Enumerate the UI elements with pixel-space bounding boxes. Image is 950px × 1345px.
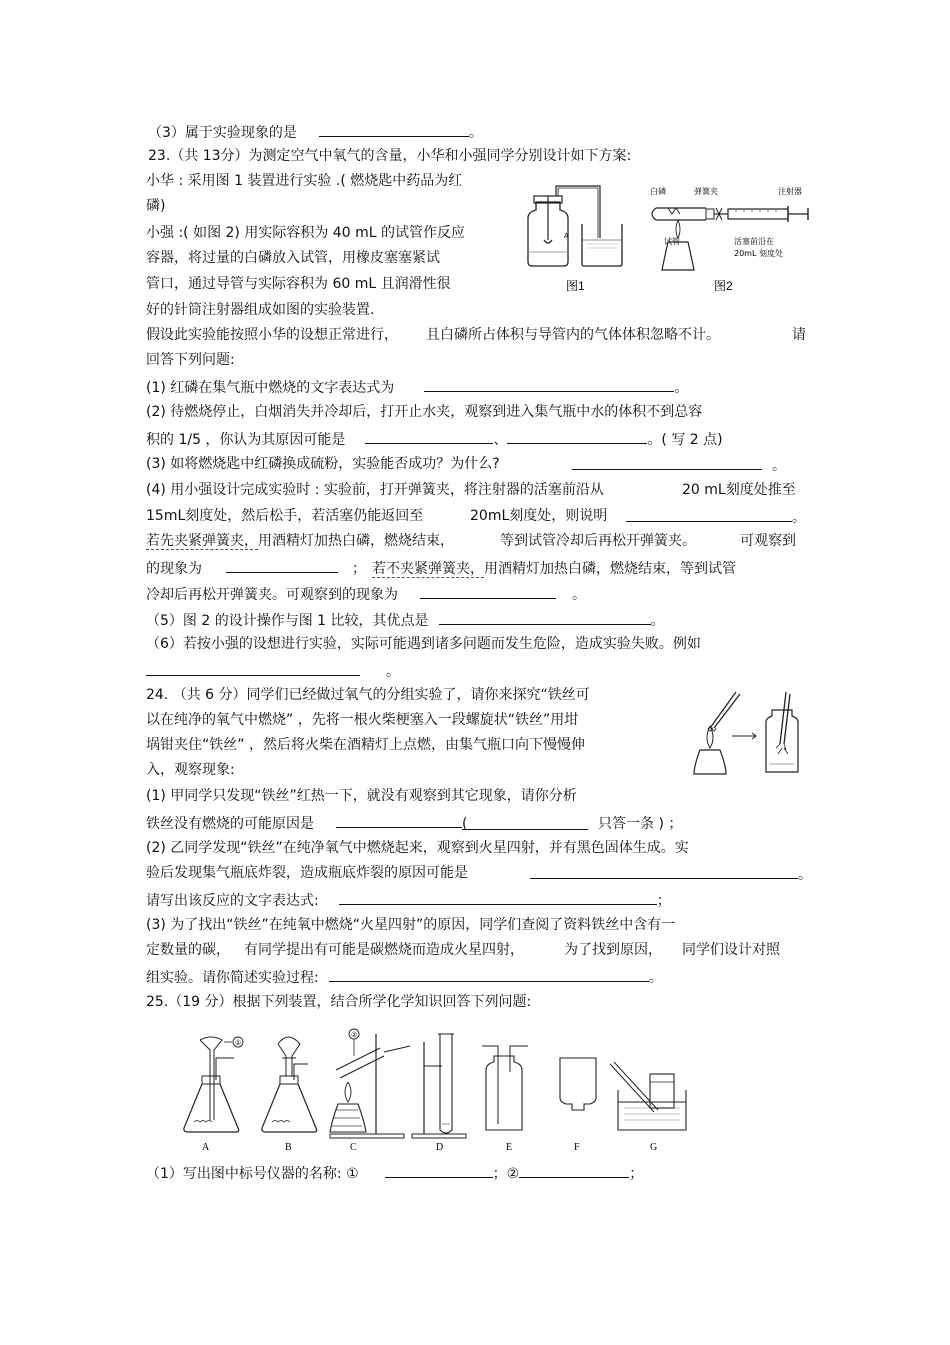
q24-question-1a: (1) 甲同学只发现“铁丝”红热一下，就没有观察到其它现象，请你分析 (146, 788, 577, 804)
answer-blank[interactable]: ( (462, 815, 588, 830)
fig2-label-huosai-1: 活塞前沿在 (734, 237, 774, 246)
q24-line1: 24. （共 6 分）同学们已经做过氧气的分组实验了，请你来探究“铁丝可 (146, 687, 590, 703)
answer-blank[interactable] (365, 429, 493, 444)
q24-line2: 以在纯净的氧气中燃烧” ，先将一根火柴梗塞入一段螺旋状“铁丝”用坩 (146, 712, 579, 728)
q24-line4: 入，观察现象: (146, 762, 235, 778)
q24-question-2c: 请写出该反应的文字表达式: ； (146, 890, 671, 910)
q23-assumption-line: 假设此实验能按照小华的设想正常进行， 且白磷所占体积与导管内的气体体积忽略不计。 (146, 327, 720, 343)
q23-question-4d: 的现象为 ； 若不夹紧弹簧夹，用酒精灯加热白磷，燃烧结束，等到试管 (146, 558, 736, 578)
q23-question-3: (3) 如将燃烧匙中红磷换成硫粉，实验能否成功？为什么? (146, 456, 500, 472)
q24-question-3a: (3) 为了找出“铁丝”在纯氧中燃烧“火星四射”的原因，同学们查阅了资料铁丝中含有一 (146, 917, 676, 933)
answer-blank[interactable] (439, 610, 651, 625)
q24-question-3b: 定数量的碳， 有同学提出有可能是碳燃烧而造成火星四射， 为了找到原因， 同学们设计对照 (146, 942, 780, 958)
apparatus-c (330, 1029, 410, 1138)
apparatus-label-b: B (285, 1142, 292, 1153)
iron-wire-drawing (686, 688, 806, 782)
answer-blank[interactable] (329, 967, 649, 982)
apparatus-label-a: A (202, 1142, 210, 1153)
apparatus-a (184, 1037, 243, 1132)
apparatus-label-d: D (436, 1142, 444, 1153)
apparatus-b (262, 1037, 317, 1132)
q23-question-2b: 积的 1/5 ，你认为其原因可能是 、 。( 写 2 点) (146, 429, 723, 449)
apparatus-label-e: E (506, 1142, 513, 1153)
answer-blank[interactable] (626, 507, 792, 522)
q23-xiaohua-line2: 磷) (146, 198, 166, 214)
q23-question-4c: 若先夹紧弹簧夹，用酒精灯加热白磷，燃烧结束， 等到试管冷却后再松开弹簧夹。 (146, 533, 696, 549)
figure-2-apparatus (642, 180, 817, 298)
answer-blank[interactable] (385, 1163, 493, 1178)
q23-assumption-tail: 请 (792, 327, 806, 343)
q23-question-2a: (2) 待燃烧停止，白烟消失并冷却后，打开止水夹，观察到进入集气瓶中水的体积不到总容 (146, 404, 703, 420)
q24-question-2b-blank: 。 (530, 864, 812, 884)
q23-question-6a: （6）若按小强的设想进行实验，实际可能遇到诸多问题而发生危险，造成实验失败。例如 (146, 636, 701, 652)
q23-xiaohua-line1: 小华 : 采用图 1 装置进行实验 .( 燃烧匙中药品为红 (146, 173, 463, 189)
fig2-label-zhusheqi: 注射器 (778, 187, 802, 196)
q23-question-4b: 15mL刻度处，然后松手，若活塞仍能返回至 (146, 508, 424, 524)
answer-blank[interactable] (319, 122, 469, 137)
q23-xiaoqiang-line1: 小强 :( 如图 2) 用实际容积为 40 mL 的试管作反应 (146, 225, 465, 241)
fig1-label-a: A (564, 233, 569, 240)
apparatus-drawing (180, 1024, 700, 1156)
apparatus-g (610, 1062, 686, 1130)
q24-question-1b: 铁丝没有燃烧的可能原因是 ( 只答一条 ) ； (146, 813, 682, 833)
q23-question-4e: 冷却后再松开弹簧夹。可观察到的现象为 。 (146, 584, 586, 604)
q22-part3: （3）属于实验现象的是 。 (148, 122, 483, 142)
fig2-label-baipin: 白磷 (650, 187, 666, 196)
apparatus-e (482, 1046, 528, 1130)
q25-question-1: （1）写出图中标号仪器的名称: ① ；② ； (146, 1163, 643, 1183)
answer-blank[interactable] (530, 864, 798, 879)
apparatus-label-c: C (350, 1142, 357, 1153)
q24-question-2b: 验后发现集气瓶底炸裂，造成瓶底炸裂的原因可能是 (146, 865, 468, 881)
q23-question-4b-blank: 。 (626, 507, 806, 527)
answer-blank[interactable] (507, 429, 647, 444)
figure-apparatus-row (180, 1024, 700, 1156)
fig2-label-huosai-2: 20mL 刻度处 (734, 249, 783, 258)
figure-1-drawing (520, 178, 640, 298)
answer-blank[interactable] (146, 661, 360, 676)
q23-question-5: （5）图 2 的设计操作与图 1 比较，其优点是 。 (146, 610, 665, 630)
fig2-caption: 图2 (714, 279, 733, 293)
q23-question-1: (1) 红磷在集气瓶中燃烧的文字表达式为 。 (146, 377, 688, 397)
apparatus-d (412, 1034, 466, 1138)
fig2-label-tanhuangjia: 弹簧夹 (694, 187, 718, 196)
apparatus-label-f: F (574, 1142, 580, 1153)
q23-answer-prompt: 回答下列问题: (146, 352, 235, 368)
q23-header: 23.（共 13分）为测定空气中氧气的含量，小华和小强同学分别设计如下方案: (148, 148, 632, 164)
answer-blank[interactable] (336, 813, 462, 828)
figure-2-drawing (642, 180, 817, 298)
q23-xiaoqiang-line4: 好的针筒注射器组成如图的实验装置. (146, 302, 375, 318)
q23-xiaoqiang-line2: 容器，将过量的白磷放入试管，用橡皮塞塞紧试 (146, 250, 440, 266)
q24-question-2a: (2) 乙同学发现“铁丝”在纯净氧气中燃烧起来，观察到火星四射，并有黑色固体生成。实 (146, 840, 689, 856)
marker-2: ② (351, 1031, 358, 1039)
q23-xiaoqiang-line3: 管口，通过导管与实际容积为 60 mL 且润滑性很 (146, 276, 451, 292)
answer-blank[interactable] (339, 890, 657, 905)
q23-question-4c-tail: 可观察到 (740, 533, 796, 549)
q23-question-3-blank: 。 (572, 455, 786, 475)
q23-question-4a-tail: 20 mL刻度处推至 (682, 482, 796, 498)
figure-1-apparatus (520, 178, 640, 298)
answer-blank[interactable] (424, 377, 674, 392)
q23-question-4b-mid: 20mL刻度处，则说明 (470, 508, 608, 524)
q23-question-4a: (4) 用小强设计完成实验时 : 实验前，打开弹簧夹，将注射器的活塞前沿从 (146, 482, 604, 498)
apparatus-f (560, 1058, 596, 1110)
fig1-caption: 图1 (566, 279, 585, 293)
answer-blank[interactable] (572, 455, 762, 470)
apparatus-label-g: G (650, 1142, 658, 1153)
marker-1: ① (235, 1039, 242, 1047)
answer-blank[interactable] (519, 1163, 629, 1178)
q24-question-3c: 组实验。请你简述实验过程: 。 (146, 967, 663, 987)
q25-header: 25.（19 分）根据下列装置，结合所学化学知识回答下列问题: (146, 994, 532, 1010)
q24-line3: 埚钳夹住“铁丝” ，然后将火柴在酒精灯上点燃，由集气瓶口向下慢慢伸 (146, 737, 585, 753)
q23-question-6b: 。 (146, 661, 400, 681)
figure-iron-wire (686, 688, 806, 782)
answer-blank[interactable] (226, 558, 338, 573)
answer-blank[interactable] (420, 584, 556, 599)
fig2-label-shiguan: 试管 (664, 237, 680, 246)
